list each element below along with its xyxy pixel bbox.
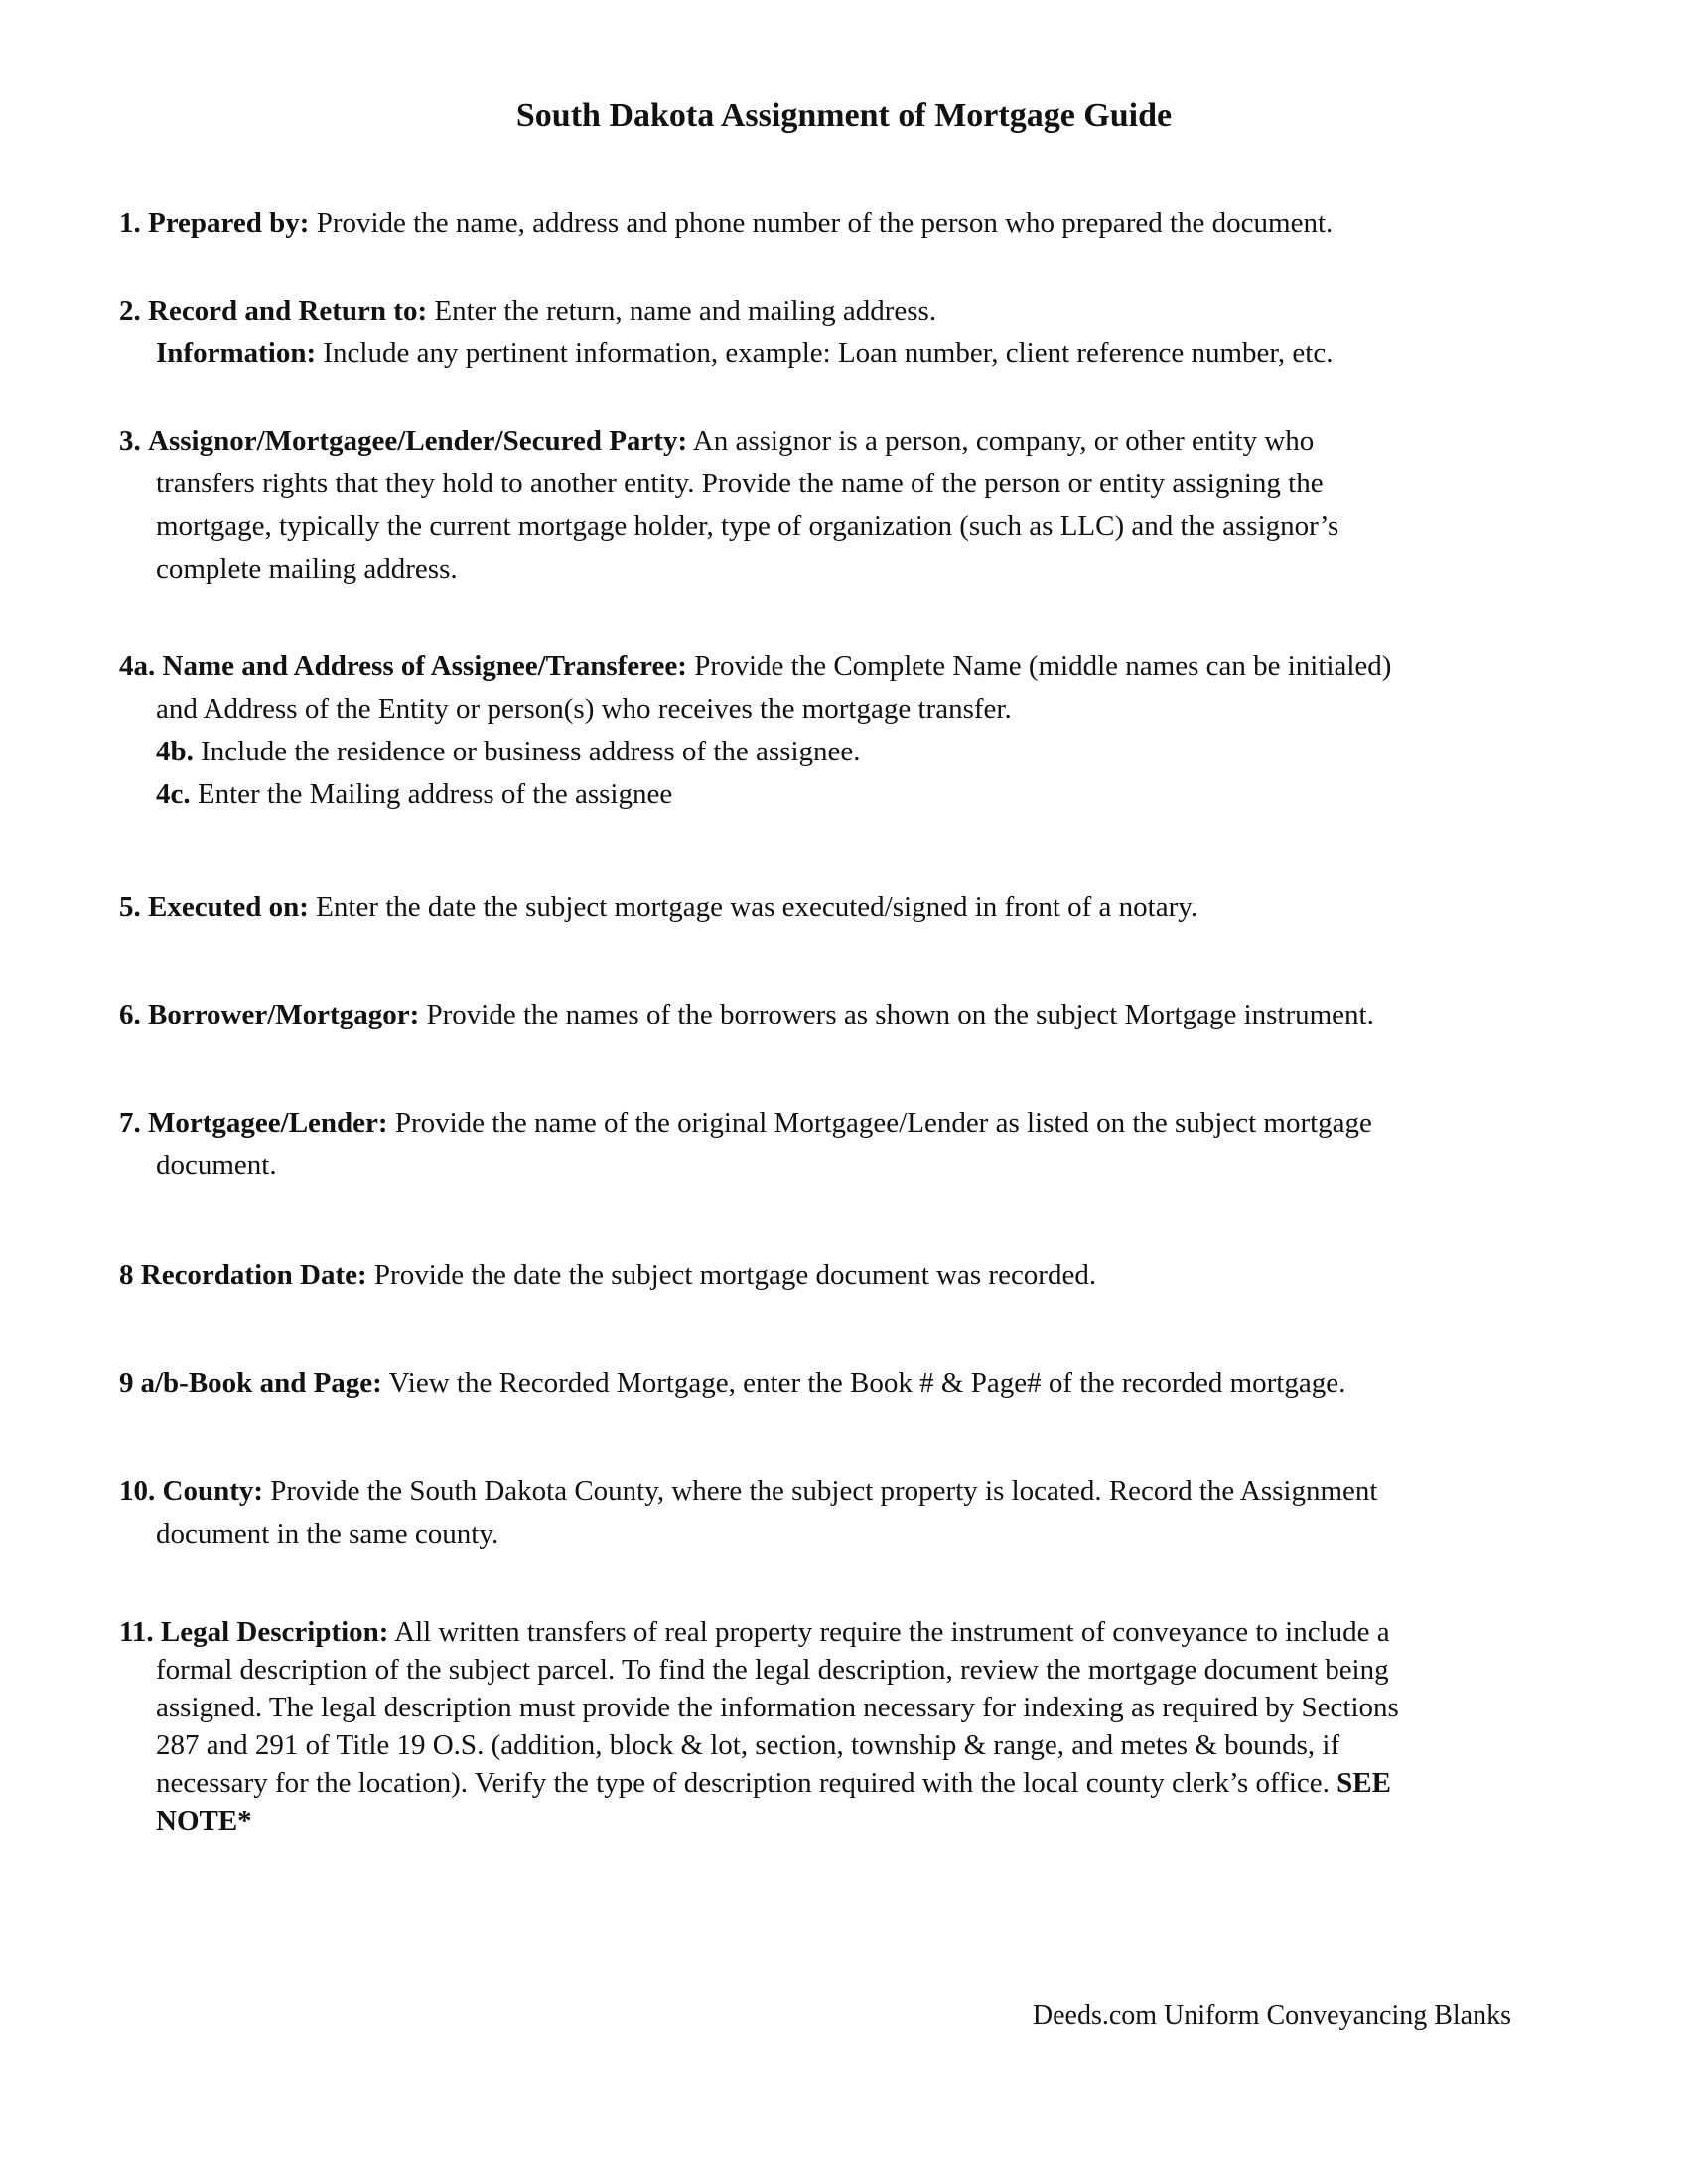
item-label: County: [162, 1475, 264, 1507]
item-text: Provide the date the subject mortgage document was recorded. [373, 1259, 1097, 1291]
item-text: Provide the names of the borrowers as shown on the subject Mortgage instrument. [426, 999, 1374, 1030]
item-label: Prepared by: [148, 207, 310, 239]
item-text: Provide the Complete Name (middle names can be initialed) [694, 650, 1392, 682]
guide-item-10 [119, 1470, 1589, 1556]
guide-item-7 [119, 1102, 1589, 1187]
item-number: 2. [119, 295, 141, 327]
item-number: 10. [119, 1475, 156, 1507]
guide-item-11 [119, 1613, 1589, 1840]
item-sub-text: Enter the Mailing address of the assignee [197, 778, 673, 810]
item-text: and Address of the Entity or person(s) who receives the mortgage transfer. [156, 693, 1012, 725]
item-text: complete mailing address. [156, 553, 458, 585]
guide-item-3 [119, 420, 1589, 591]
item-label: Legal Description: [160, 1616, 389, 1648]
item-label: Name and Address of Assignee/Transferee: [162, 650, 687, 682]
item-text: transfers rights that they hold to another entity. Provide the name of the person or entity assigning the [156, 468, 1324, 499]
item-text: Enter the return, name and mailing address. [434, 295, 937, 327]
item-text: necessary for the location). Verify the type of description required with the local county clerk’s office. [156, 1767, 1330, 1799]
item-label: Record and Return to: [148, 295, 428, 327]
footer-text: Deeds.com Uniform Conveyancing Blanks [1032, 2000, 1511, 2031]
item-number: 5. [119, 891, 141, 923]
item-number: 11. [119, 1616, 154, 1648]
item-text: mortgage, typically the current mortgage holder, type of organization (such as LLC) and the assignor’s [156, 510, 1339, 542]
item-sub-label: 4c. [156, 778, 191, 810]
item-text: Provide the name of the original Mortgagee/Lender as listed on the subject mortgage [394, 1107, 1372, 1139]
item-text: Enter the date the subject mortgage was executed/signed in front of a notary. [316, 891, 1198, 923]
guide-item-6 [119, 994, 1589, 1036]
item-sub-text: Include the residence or business address of the assignee. [201, 736, 861, 767]
item-label: Mortgagee/Lender: [148, 1107, 388, 1139]
item-number: 7. [119, 1107, 141, 1139]
item-label: Assignor/Mortgagee/Lender/Secured Party: [148, 425, 688, 457]
item-text: 287 and 291 of Title 19 O.S. (addition, block & lot, section, township & range, and metes & bounds, if [156, 1729, 1340, 1761]
item-label: Executed on: [148, 891, 309, 923]
item-text: An assignor is a person, company, or other entity who [692, 425, 1315, 457]
item-number: 9 [119, 1367, 134, 1399]
item-text: assigned. The legal description must provide the information necessary for indexing as required by Sections [156, 1692, 1399, 1723]
item-number: 8 [119, 1259, 134, 1291]
item-label: Recordation Date: [140, 1259, 367, 1291]
see-note-label: SEE [1336, 1767, 1391, 1799]
guide-item-8 [119, 1254, 1589, 1297]
item-label: a/b-Book and Page: [140, 1367, 382, 1399]
guide-item-4 [119, 645, 1589, 816]
item-number: 6. [119, 999, 141, 1030]
item-number: 4a. [119, 650, 156, 682]
item-number: 3. [119, 425, 141, 457]
item-text: Provide the name, address and phone number of the person who prepared the document. [316, 207, 1334, 239]
item-text: View the Recorded Mortgage, enter the Book # & Page# of the recorded mortgage. [388, 1367, 1346, 1399]
item-sub-text: Include any pertinent information, example: Loan number, client reference number, etc. [323, 338, 1334, 369]
item-label: Borrower/Mortgagor: [148, 999, 420, 1030]
page-title: South Dakota Assignment of Mortgage Guide [515, 97, 1173, 134]
guide-item-9 [119, 1362, 1589, 1405]
guide-item-2 [119, 290, 1589, 375]
guide-item-5 [119, 887, 1589, 929]
item-text: document. [156, 1150, 277, 1181]
item-text: All written transfers of real property require the instrument of conveyance to include a [394, 1616, 1390, 1648]
item-text: document in the same county. [156, 1518, 499, 1550]
item-text: formal description of the subject parcel. To find the legal description, review the mortgage document being [156, 1654, 1389, 1686]
item-text: Provide the South Dakota County, where the subject property is located. Record the Assignment [270, 1475, 1378, 1507]
item-number: 1. [119, 207, 141, 239]
guide-item-1 [119, 203, 1589, 245]
item-sub-label: Information: [156, 338, 317, 369]
item-sub-label: 4b. [156, 736, 194, 767]
see-note-label: NOTE* [156, 1805, 252, 1837]
